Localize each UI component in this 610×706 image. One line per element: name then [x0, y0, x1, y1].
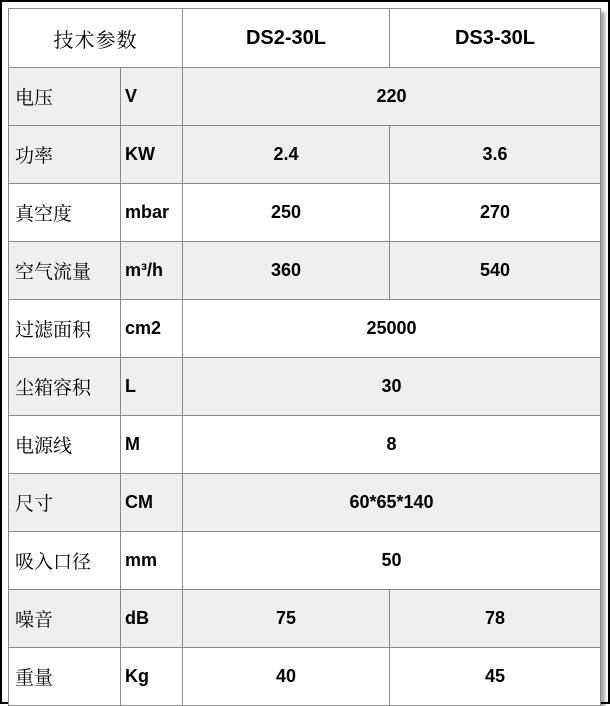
row-value: 30 — [183, 358, 601, 416]
header-row — [9, 9, 601, 68]
row-value: 25000 — [183, 300, 601, 358]
row-label: 功率 — [9, 126, 121, 184]
table-row — [9, 474, 601, 532]
row-unit: cm2 — [121, 300, 183, 358]
row-unit: Kg — [121, 648, 183, 706]
row-label: 真空度 — [9, 184, 121, 242]
row-label: 重量 — [9, 648, 121, 706]
row-label: 噪音 — [9, 590, 121, 648]
header-model-ds3: DS3-30L — [390, 9, 601, 68]
row-value-ds2: 2.4 — [183, 126, 390, 184]
row-value-ds3: 45 — [390, 648, 601, 706]
row-unit: V — [121, 68, 183, 126]
row-value-ds3: 3.6 — [390, 126, 601, 184]
row-value-ds2: 250 — [183, 184, 390, 242]
row-unit: m³/h — [121, 242, 183, 300]
row-value-ds2: 40 — [183, 648, 390, 706]
table-row — [9, 532, 601, 590]
row-value-ds3: 78 — [390, 590, 601, 648]
table-row — [9, 68, 601, 126]
row-value: 50 — [183, 532, 601, 590]
row-unit: mbar — [121, 184, 183, 242]
table-row — [9, 242, 601, 300]
table-row — [9, 358, 601, 416]
row-unit: M — [121, 416, 183, 474]
row-unit: KW — [121, 126, 183, 184]
row-value-ds3: 270 — [390, 184, 601, 242]
row-label: 吸入口径 — [9, 532, 121, 590]
table-row — [9, 126, 601, 184]
row-value: 8 — [183, 416, 601, 474]
row-unit: dB — [121, 590, 183, 648]
table-row — [9, 300, 601, 358]
row-value: 220 — [183, 68, 601, 126]
table-row — [9, 590, 601, 648]
header-label: 技术参数 — [9, 9, 183, 68]
row-label: 尘箱容积 — [9, 358, 121, 416]
row-value-ds2: 75 — [183, 590, 390, 648]
table-row — [9, 184, 601, 242]
row-unit: CM — [121, 474, 183, 532]
row-unit: mm — [121, 532, 183, 590]
table-row — [9, 416, 601, 474]
row-label: 过滤面积 — [9, 300, 121, 358]
row-value-ds2: 360 — [183, 242, 390, 300]
row-unit: L — [121, 358, 183, 416]
row-value: 60*65*140 — [183, 474, 601, 532]
spec-table — [8, 8, 601, 706]
row-label: 电压 — [9, 68, 121, 126]
row-label: 电源线 — [9, 416, 121, 474]
row-label: 空气流量 — [9, 242, 121, 300]
table-row — [9, 648, 601, 706]
header-model-ds2: DS2-30L — [183, 9, 390, 68]
row-label: 尺寸 — [9, 474, 121, 532]
row-value-ds3: 540 — [390, 242, 601, 300]
